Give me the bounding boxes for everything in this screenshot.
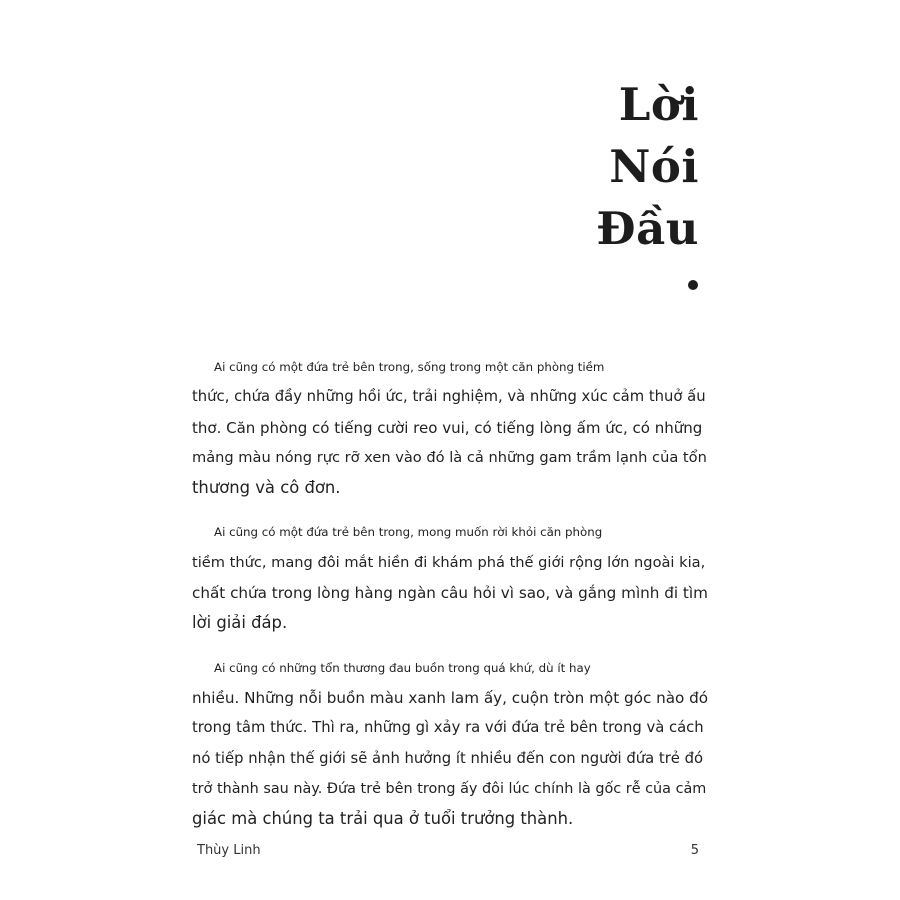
chapter-title-dot (688, 280, 698, 290)
chapter-title-line-3: Đầu (596, 202, 699, 255)
paragraph-line: chất chứa trong lòng hàng ngàn câu hỏi vì sao, và gắng mình đi tìm (192, 584, 708, 603)
paragraph-line: thương và cô đơn. (192, 478, 341, 498)
paragraph-line: nó tiếp nhận thế giới sẽ ảnh hưởng ít nhiều đến con người đứa trẻ đó (192, 749, 704, 767)
paragraph-line: trở thành sau này. Đứa trẻ bên trong ấy đôi lúc chính là gốc rễ của cảm (192, 780, 707, 797)
page-number: 5 (690, 843, 699, 858)
paragraph-line: trong tâm thức. Thì ra, những gì xảy ra với đứa trẻ bên trong và cách (192, 719, 704, 737)
footer-author: Thùy Linh (197, 843, 261, 858)
paragraph-2 (192, 517, 708, 638)
paragraph-line: giác mà chúng ta trải qua ở tuổi trưởng thành. (192, 809, 574, 829)
paragraph-line: tiềm thức, mang đôi mắt hiền đi khám phá thế giới rộng lớn ngoài kia, (192, 553, 706, 571)
paragraph-line: mảng màu nóng rực rỡ xen vào đó là cả những gam trầm lạnh của tổn (192, 448, 707, 466)
paragraph-line: Ai cũng có một đứa trẻ bên trong, sống trong một căn phòng tiềm (214, 360, 605, 374)
paragraph-line: Ai cũng có một đứa trẻ bên trong, mong muốn rời khỏi căn phòng (214, 525, 603, 540)
paragraph-3 (192, 653, 708, 835)
paragraph-line: thức, chứa đầy những hồi ức, trải nghiệm, và những xúc cảm thuở ấu (192, 388, 706, 406)
paragraph-line: nhiều. Những nỗi buồn màu xanh lam ấy, cuộn tròn một góc nào đó (192, 688, 709, 707)
paragraph-line: lời giải đáp. (192, 613, 288, 633)
chapter-title-line-2: Nói (609, 140, 699, 193)
paragraph-line: thơ. Căn phòng có tiếng cười reo vui, có tiếng lòng ấm ức, có những (192, 418, 703, 437)
paragraph-1 (192, 352, 708, 503)
chapter-title (596, 74, 699, 260)
paragraph-line: Ai cũng có những tổn thương đau buồn trong quá khứ, dù ít hay (214, 660, 591, 675)
chapter-title-line-1: Lời (618, 78, 699, 131)
body-text (192, 352, 708, 848)
